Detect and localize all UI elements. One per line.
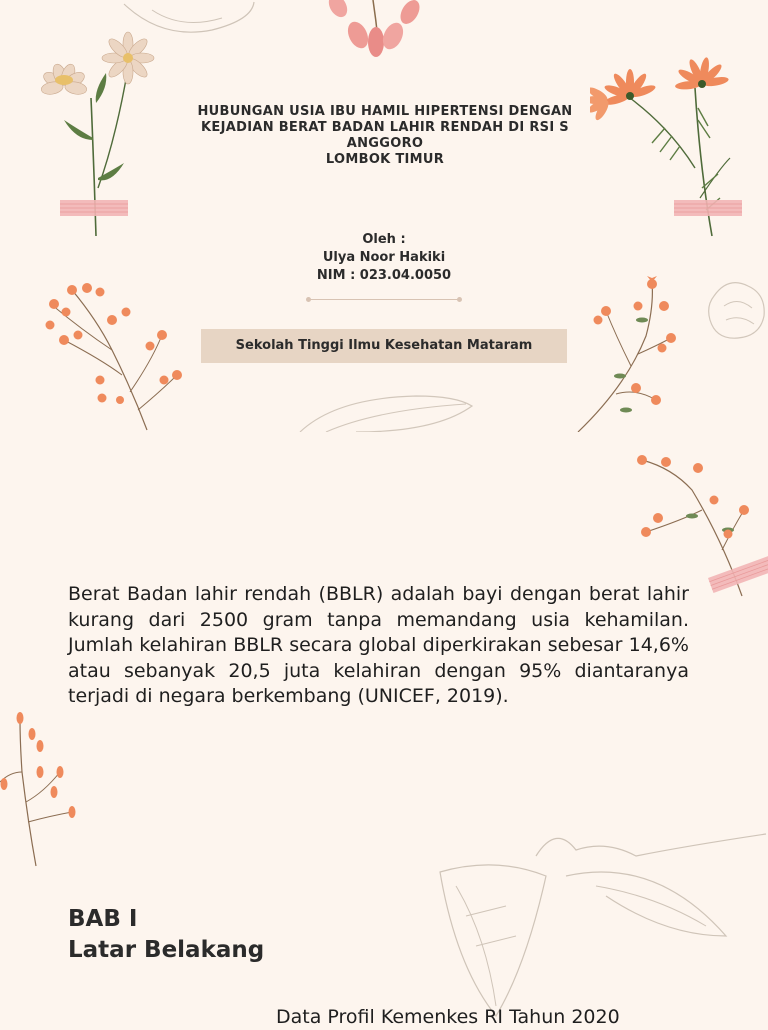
- author-name: Ulya Noor Hakiki: [322, 250, 446, 265]
- thesis-title-line: KEJADIAN BERAT BADAN LAHIR RENDAH DI RSI S: [201, 120, 569, 135]
- thesis-title: [170, 104, 600, 168]
- thesis-title-line: ANGGORO: [346, 136, 424, 151]
- washi-tape-icon: [60, 198, 130, 218]
- thesis-title-line: HUBUNGAN USIA IBU HAMIL HIPERTENSI DENGAN: [197, 104, 573, 119]
- student-id: NIM : 023.04.0050: [316, 268, 452, 283]
- thesis-title-line: LOMBOK TIMUR: [325, 152, 445, 167]
- pink-flowers-icon: [318, 0, 438, 62]
- cover-slide: [0, 0, 768, 432]
- source-note: Data Profil Kemenkes RI Tahun 2020: [276, 1006, 620, 1028]
- chapter-heading: [68, 904, 264, 966]
- leaf-outline-icon: [296, 392, 476, 432]
- institution-label: Sekolah Tinggi Ilmu Kesehatan Mataram: [201, 329, 567, 363]
- orange-flowers-icon: [42, 280, 184, 432]
- author-block: [234, 231, 534, 285]
- divider: [308, 299, 460, 300]
- body-paragraph: Berat Badan lahir rendah (BBLR) adalah bayi dengan berat lahir kurang dari 2500 gram tanpa memandang usia kehamilan. Jumlah kelahiran BBLR secara global diperkirakan sebesar 14,6% atau sebanyak 20,5 juta kelahiran dengan 95% diantaranya terjadi di negara berkembang (UNICEF, 2019).: [68, 583, 689, 707]
- chapter-title: Latar Belakang: [68, 937, 265, 963]
- orange-flowers-icon: [576, 276, 686, 432]
- leaf-outline-icon: [436, 816, 768, 1024]
- by-label: Oleh :: [362, 232, 406, 247]
- chapter-number: BAB I: [68, 906, 138, 932]
- washi-tape-icon: [674, 198, 744, 218]
- chapter-slide: [0, 432, 768, 1024]
- leaf-outline-icon: [704, 276, 768, 346]
- orange-flowers-icon: [0, 712, 80, 868]
